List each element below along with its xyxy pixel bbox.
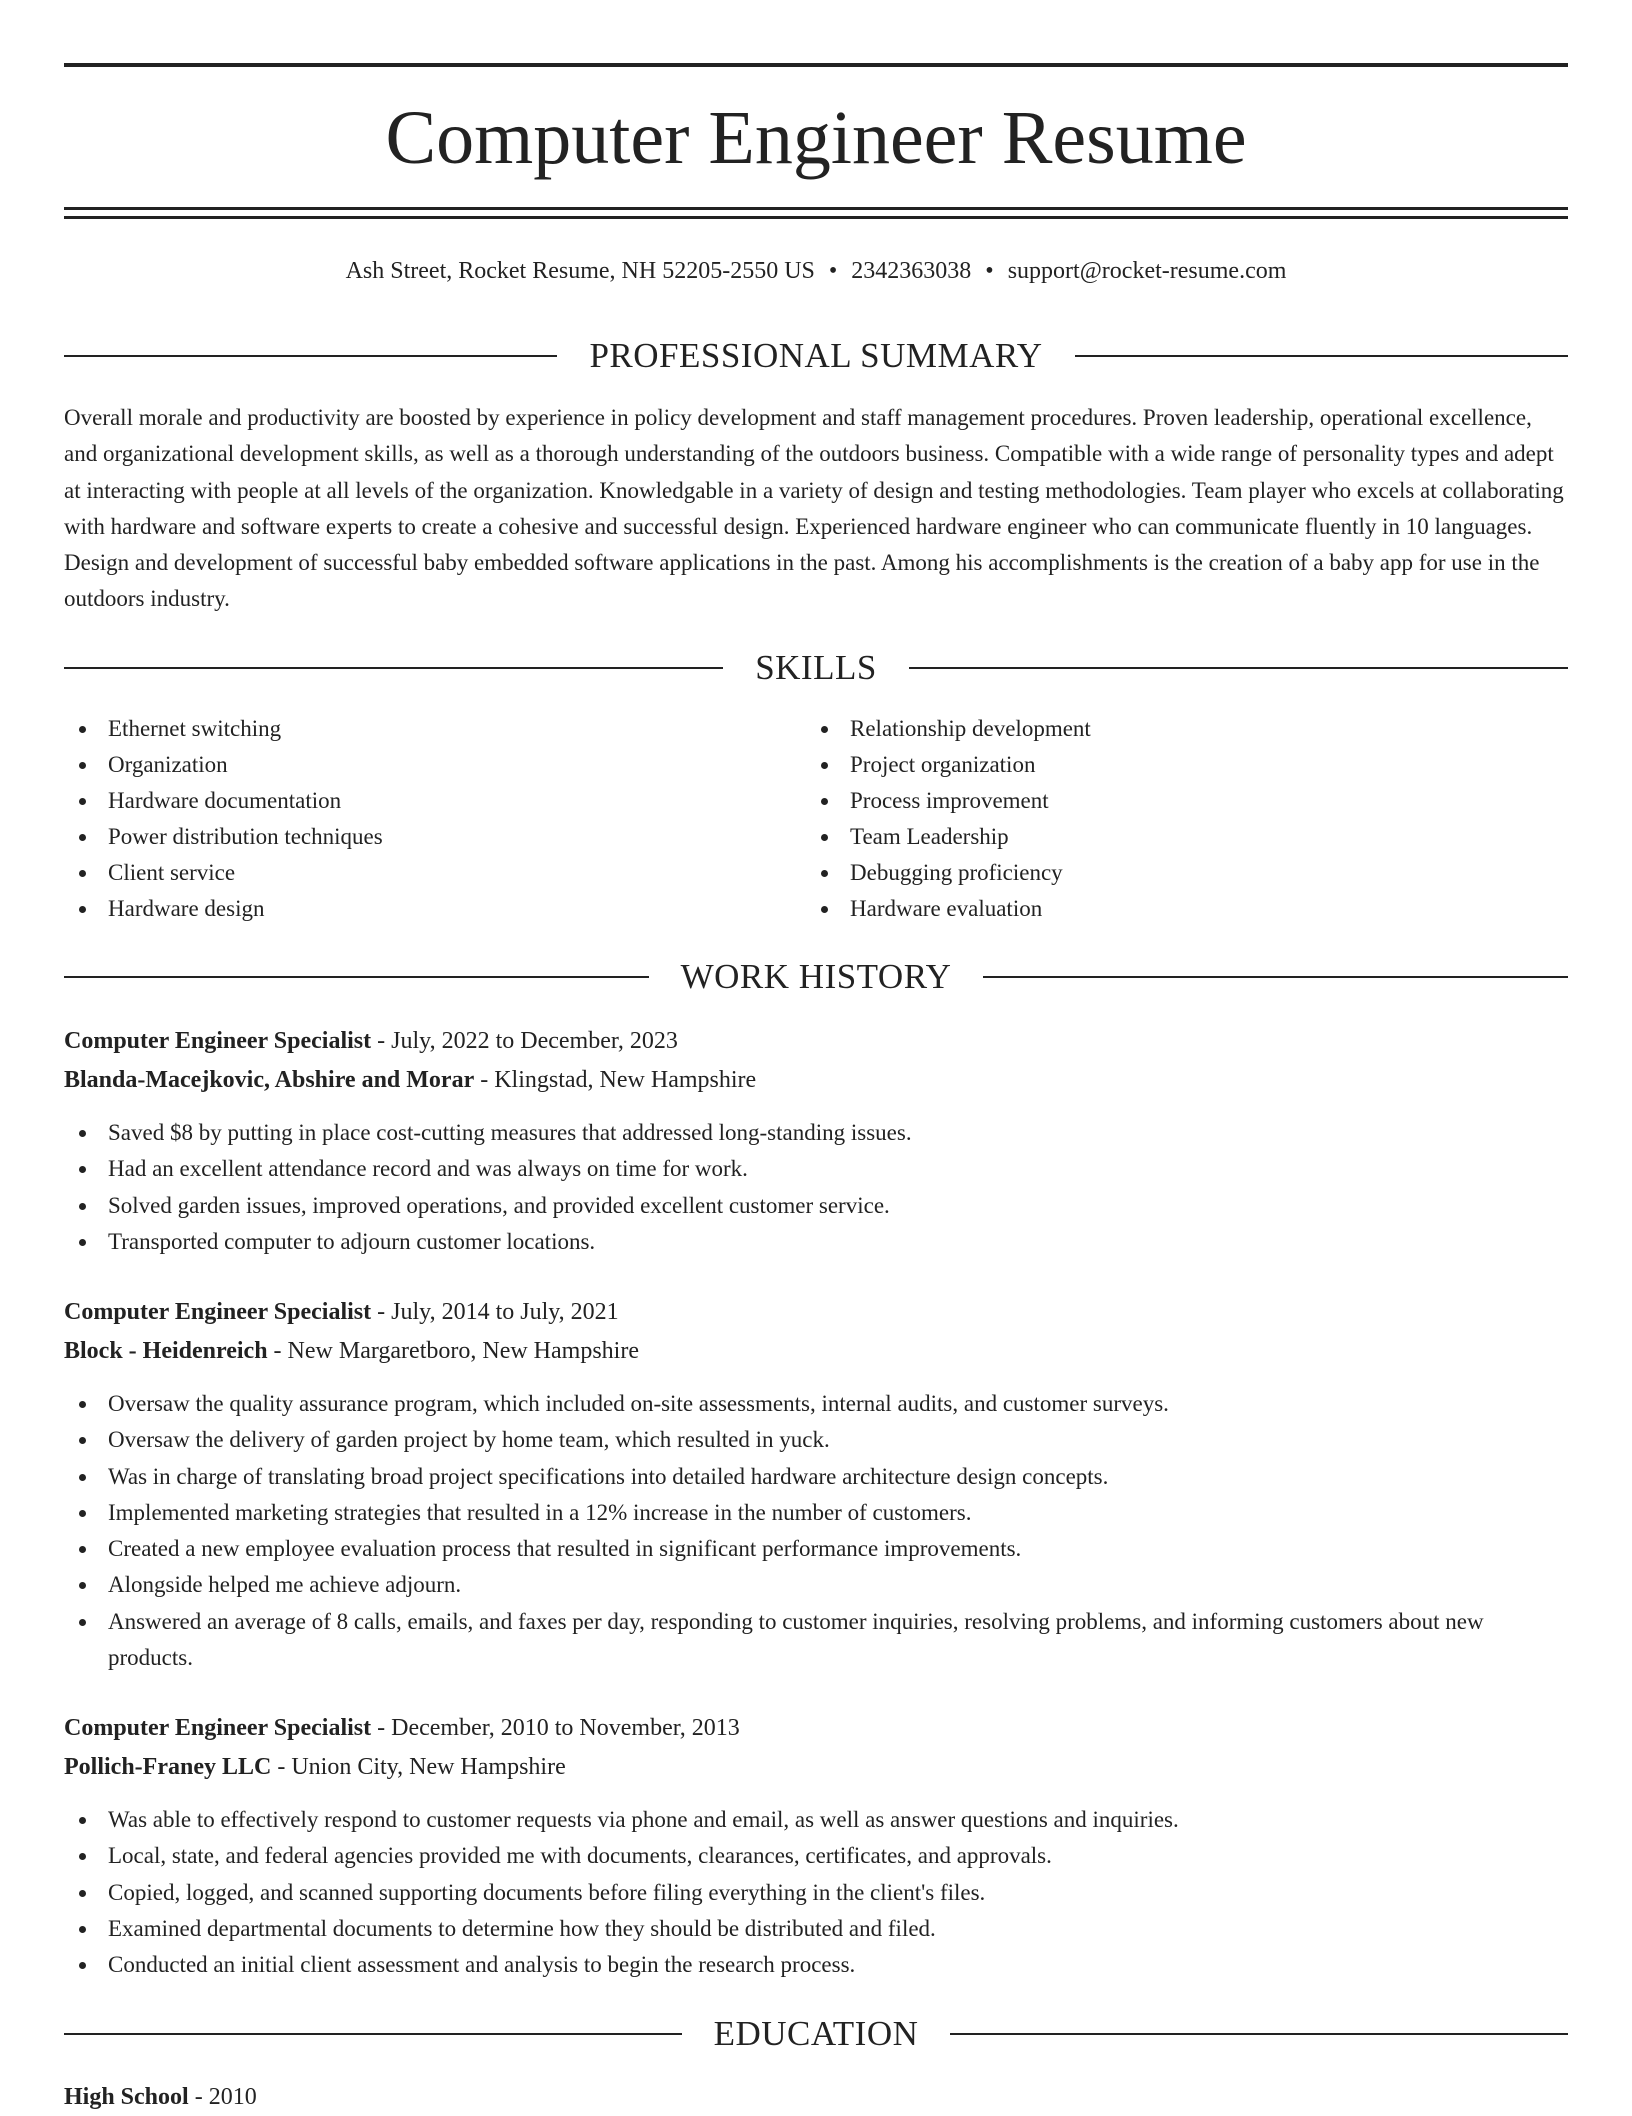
skill-item: [806, 855, 1506, 891]
bullet-icon: [79, 1582, 86, 1589]
skill-item: [64, 711, 764, 747]
list-item: [64, 1459, 1568, 1495]
section-title-education: EDUCATION: [713, 2014, 919, 2053]
bullet-icon: [79, 1401, 86, 1408]
bullet-icon: [79, 1166, 86, 1173]
job-company-line: [64, 1061, 1568, 1099]
bullet-text: Solved garden issues, improved operations, and provided excellent customer service.: [108, 1192, 890, 1218]
list-item: [64, 1567, 1568, 1603]
section-header-summary: [64, 333, 1568, 379]
bullet-icon: [79, 1239, 86, 1246]
bullet-icon: [79, 1510, 86, 1517]
list-item: [64, 1838, 1568, 1874]
job-location: - Union City, New Hampshire: [271, 1754, 566, 1780]
title-rule-lower: [64, 216, 1568, 219]
list-item: [64, 1188, 1568, 1224]
list-item: [64, 1224, 1568, 1260]
contact-separator: •: [828, 258, 838, 284]
skill-item: [64, 855, 764, 891]
bullet-text: Examined departmental documents to determine how they should be distributed and filed.: [108, 1915, 936, 1941]
job-title: Computer Engineer Specialist: [64, 1299, 372, 1325]
skill-label: Client service: [108, 860, 236, 885]
skills-list-right: [806, 711, 1506, 927]
skill-label: Power distribution techniques: [108, 824, 383, 849]
resume-title: Computer Engineer Resume: [385, 96, 1247, 180]
divider-line: [909, 667, 1568, 669]
summary-text: Overall morale and productivity are boosted by experience in policy development and staff management procedures. Proven leadership, operational excellence, and organizational development skills, as well as a thorough understanding of the outdoors business. Compatible with a wide range of personality types and adept at interacting with people at all levels of the organization. Knowledgable in a variety of design and testing methodologies. Team player who excels at collaborating with hardware and software experts to create a cohesive and successful design. Experienced hardware engineer who can communicate fluently in 10 languages. Design and development of successful baby embedded software applications in the past. Among his accomplishments is the creation of a baby app for use in the outdoors industry.: [64, 405, 1564, 612]
bullet-icon: [79, 1962, 86, 1969]
skill-label: Project organization: [850, 752, 1036, 777]
education-degree: High School: [64, 2084, 189, 2110]
bullet-text: Local, state, and federal agencies provided me with documents, clearances, certificates, and approvals.: [108, 1843, 1052, 1869]
skill-label: Ethernet switching: [108, 716, 282, 741]
bullet-icon: [79, 762, 86, 769]
list-item: [64, 1422, 1568, 1458]
section-header-work: [64, 954, 1568, 1000]
bullet-icon: [79, 798, 86, 805]
list-item: [64, 1875, 1568, 1911]
skill-item: [806, 783, 1506, 819]
bullet-icon: [821, 906, 828, 913]
divider-line: [64, 667, 723, 669]
divider-line: [950, 2033, 1568, 2035]
job-dates: - July, 2014 to July, 2021: [371, 1299, 619, 1325]
job-bullets: [64, 1115, 1568, 1260]
section-title-skills: SKILLS: [755, 648, 877, 687]
bullet-text: Transported computer to adjourn customer locations.: [108, 1228, 596, 1254]
bullet-icon: [79, 1437, 86, 1444]
job-dates: - December, 2010 to November, 2013: [371, 1715, 740, 1741]
bullet-text: Alongside helped me achieve adjourn.: [108, 1572, 462, 1598]
bullet-icon: [821, 798, 828, 805]
bullet-icon: [821, 726, 828, 733]
bullet-icon: [79, 1926, 86, 1933]
divider-line: [64, 976, 649, 978]
skill-label: Organization: [108, 752, 228, 777]
list-item: [64, 1386, 1568, 1422]
divider-line: [64, 2033, 682, 2035]
list-item: [64, 1531, 1568, 1567]
top-rule: [64, 63, 1568, 67]
bullet-text: Oversaw the delivery of garden project by home team, which resulted in yuck.: [108, 1427, 830, 1453]
divider-line: [1075, 355, 1568, 357]
bullet-text: Saved $8 by putting in place cost-cutting measures that addressed long-standing issues.: [108, 1120, 912, 1145]
contact-separator: •: [985, 258, 994, 284]
job-title-line: [64, 1709, 1568, 1747]
job-company-line: [64, 1332, 1568, 1370]
list-item: [64, 1495, 1568, 1531]
bullet-text: Had an excellent attendance record and was always on time for work.: [108, 1156, 748, 1182]
skill-item: [806, 891, 1506, 927]
bullet-icon: [79, 1853, 86, 1860]
bullet-text: Created a new employee evaluation process that resulted in significant performance improvements.: [108, 1536, 1022, 1562]
skill-label: Debugging proficiency: [850, 860, 1063, 885]
section-title-summary: PROFESSIONAL SUMMARY: [589, 336, 1043, 375]
skill-item: [64, 819, 764, 855]
bullet-text: Copied, logged, and scanned supporting documents before filing everything in the client's files.: [108, 1879, 986, 1905]
bullet-text: Answered an average of 8 calls, emails, and faxes per day, responding to customer inquiries, resolving problems, and informing customers about new products.: [108, 1608, 1484, 1671]
skill-label: Relationship development: [850, 716, 1091, 741]
list-item: [64, 1947, 1568, 1983]
job-title-line: [64, 1022, 1568, 1060]
divider-line: [983, 976, 1568, 978]
section-header-education: [64, 2011, 1568, 2057]
list-item: [64, 1911, 1568, 1947]
bullet-icon: [821, 870, 828, 877]
bullet-text: Was able to effectively respond to customer requests via phone and email, as well as answer questions and inquiries.: [108, 1807, 1179, 1832]
skill-item: [806, 747, 1506, 783]
bullet-icon: [79, 1890, 86, 1897]
skill-item: [806, 819, 1506, 855]
job-company: Blanda-Macejkovic, Abshire and Morar: [64, 1067, 475, 1093]
contact-address: Ash Street, Rocket Resume, NH 52205-2550 US: [345, 258, 815, 284]
bullet-icon: [79, 906, 86, 913]
job-bullets: [64, 1802, 1568, 1983]
skill-label: Hardware evaluation: [850, 896, 1043, 921]
skill-label: Hardware documentation: [108, 788, 342, 813]
section-header-skills: [64, 645, 1568, 691]
bullet-text: Conducted an initial client assessment and analysis to begin the research process.: [108, 1952, 856, 1978]
bullet-icon: [821, 834, 828, 841]
bullet-icon: [79, 1817, 86, 1824]
bullet-icon: [79, 726, 86, 733]
divider-line: [64, 355, 557, 357]
skill-item: [64, 783, 764, 819]
skill-label: Process improvement: [850, 788, 1049, 813]
bullet-icon: [79, 1474, 86, 1481]
contact-phone: 2342363038: [851, 258, 972, 284]
section-title-work: WORK HISTORY: [680, 957, 952, 996]
skill-label: Team Leadership: [850, 824, 1009, 849]
job-company-line: [64, 1748, 1568, 1786]
job-dates: - July, 2022 to December, 2023: [371, 1028, 678, 1054]
contact-email: support@rocket-resume.com: [1007, 258, 1287, 284]
skills-list-left: [64, 711, 764, 927]
bullet-icon: [79, 870, 86, 877]
bullet-text: Oversaw the quality assurance program, which included on-site assessments, internal audits, and customer surveys.: [108, 1391, 1169, 1416]
bullet-icon: [79, 1203, 86, 1210]
list-item: [64, 1151, 1568, 1187]
skill-item: [806, 711, 1506, 747]
education-line: [64, 2078, 1568, 2116]
bullet-icon: [79, 1130, 86, 1137]
bullet-icon: [79, 1619, 86, 1626]
title-rule-upper: [64, 207, 1568, 210]
job-title: Computer Engineer Specialist: [64, 1715, 372, 1741]
job-title: Computer Engineer Specialist: [64, 1028, 372, 1054]
job-location: - New Margaretboro, New Hampshire: [267, 1338, 639, 1364]
bullet-text: Was in charge of translating broad project specifications into detailed hardware architecture design concepts.: [108, 1463, 1109, 1489]
education-year: - 2010: [188, 2084, 257, 2110]
job-location: - Klingstad, New Hampshire: [474, 1067, 757, 1093]
skill-item: [64, 747, 764, 783]
skill-label: Hardware design: [108, 896, 265, 921]
bullet-icon: [821, 762, 828, 769]
list-item: [64, 1115, 1568, 1151]
job-company: Block - Heidenreich: [64, 1338, 268, 1364]
bullet-text: Implemented marketing strategies that resulted in a 12% increase in the number of customers.: [108, 1499, 972, 1525]
bullet-icon: [79, 834, 86, 841]
contact-line: [64, 253, 1568, 289]
list-item: [64, 1604, 1568, 1677]
bullet-icon: [79, 1546, 86, 1553]
job-company: Pollich-Franey LLC: [64, 1754, 272, 1780]
skill-item: [64, 891, 764, 927]
list-item: [64, 1802, 1568, 1838]
job-bullets: [64, 1386, 1568, 1676]
job-title-line: [64, 1293, 1568, 1331]
